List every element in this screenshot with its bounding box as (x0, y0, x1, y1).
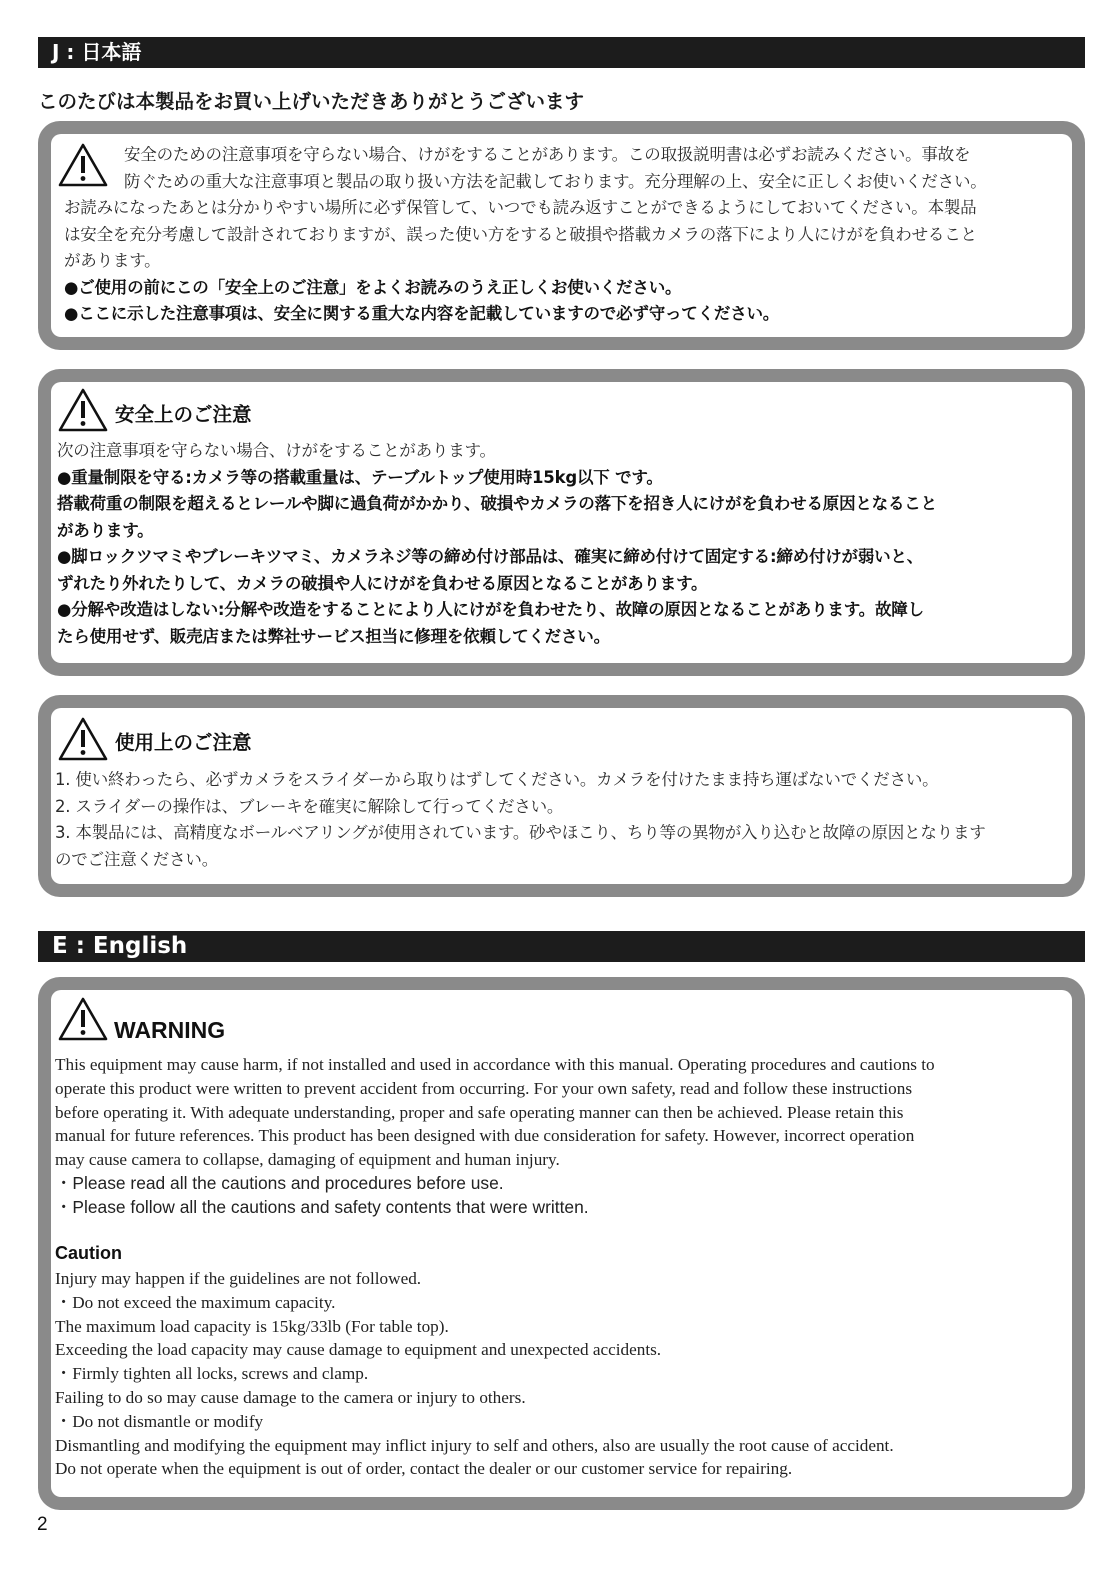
intro-line-3: お読みになったあとは分かりやすい場所に必ず保管して、いつでも読み返すことができるようにしておいてください。本製品 (64, 198, 977, 217)
caution-line-4: Exceeding the load capacity may cause damage to equipment and unexpected accidents. (55, 1340, 662, 1360)
warning-triangle-icon (57, 716, 109, 762)
safety-line-1: ●重量制限を守る:カメラ等の搭載重量は、テーブルトップ使用時15kg以下 です。 (57, 467, 663, 487)
warning-triangle-icon (57, 996, 109, 1042)
caution-line-9: Do not operate when the equipment is out of order, contact the dealer or our customer service for repairing. (55, 1459, 793, 1479)
caution-line-1: Injury may happen if the guidelines are not followed. (55, 1269, 422, 1288)
usage-panel-body (51, 708, 1072, 884)
warning-heading: WARNING (114, 1017, 226, 1043)
page-number: 2 (37, 1514, 48, 1535)
safety-lead: 次の注意事項を守らない場合、けがをすることがあります。 (57, 441, 496, 460)
safety-line-3: があります。 (57, 520, 154, 540)
caution-line-3: The maximum load capacity is 15kg/33lb (For table top). (55, 1316, 449, 1336)
warning-line-3: before operating it. With adequate understanding, proper and safe operating manner can then be achieved. Please retain this (55, 1102, 904, 1122)
intro-panel-body (51, 134, 1072, 337)
safety-heading: 安全上のご注意 (115, 403, 252, 426)
warning-line-4: manual for future references. This product has been designed with due consideration for safety. However, incorrect operation (55, 1126, 915, 1146)
caution-line-6: Failing to do so may cause damage to the camera or injury to others. (55, 1388, 526, 1407)
warning-triangle-icon (57, 142, 109, 188)
intro-line-5: があります。 (64, 251, 161, 270)
warning-line-5: may cause camera to collapse, damaging of equipment and human injury. (55, 1150, 560, 1170)
intro-bold-line-2: ●ここに示した注意事項は、安全に関する重大な内容を記載していますので必ず守ってください。 (64, 304, 780, 323)
english-panel (38, 977, 1085, 1510)
usage-line-4: のでご注意ください。 (55, 849, 219, 869)
warning-bullet-1: ・Please read all the cautions and procedures before use. (55, 1173, 504, 1193)
usage-line-3: 3. 本製品には、高精度なボールベアリングが使用されています。砂やほこり、ちり等の異物が入り込むと故障の原因となります (55, 823, 986, 842)
warning-line-2: operate this product were written to prevent accident from occurring. For your own safety, read and follow these instructions (55, 1078, 913, 1098)
safety-line-6: ●分解や改造はしない:分解や改造をすることにより人にけがを負わせたり、故障の原因となることがあります。故障し (57, 600, 924, 619)
caution-heading: Caution (55, 1243, 122, 1263)
intro-line-4: は安全を充分考慮して設計されておりますが、誤った使い方をすると破損や搭載カメラの落下により人にけがを負わせること (64, 224, 977, 244)
caution-line-7: ・Do not dismantle or modify (55, 1411, 264, 1431)
intro-line-1: 安全のための注意事項を守らない場合、けがをすることがあります。この取扱説明書は必ずお読みください。事故を (124, 145, 971, 164)
caution-line-5: ・Firmly tighten all locks, screws and clamp. (55, 1364, 369, 1384)
warning-bullet-2: ・Please follow all the cautions and safety contents that were written. (55, 1196, 589, 1217)
safety-line-5: ずれたり外れたりして、カメラの破損や人にけがを負わせる原因となることがあります。 (57, 573, 708, 593)
intro-panel (38, 121, 1085, 350)
warning-triangle-icon (57, 387, 109, 433)
safety-panel (38, 369, 1085, 676)
caution-line-8: Dismantling and modifying the equipment may inflict injury to self and others, also are usually the root cause of accident. (55, 1435, 894, 1455)
usage-heading: 使用上のご注意 (115, 731, 252, 754)
warning-line-1: This equipment may cause harm, if not installed and used in accordance with this manual. Operating procedures and cautions to (55, 1055, 935, 1074)
safety-line-4: ●脚ロックツマミやブレーキツマミ、カメラネジ等の締め付け部品は、確実に締め付けて固定する:締め付けが弱いと、 (57, 547, 924, 566)
safety-line-2: 搭載荷重の制限を超えるとレールや脚に過負荷がかかり、破損やカメラの落下を招き人にけがを負わせる原因となること (57, 494, 937, 513)
section-bar-english (38, 931, 1085, 962)
section-bar-japanese (38, 37, 1085, 68)
english-panel-body (51, 990, 1072, 1497)
intro-line-2: 防ぐための重大な注意事項と製品の取り扱い方法を記載しております。充分理解の上、安全に正しくお使いください。 (124, 171, 987, 191)
usage-line-1: 1. 使い終わったら、必ずカメラをスライダーから取りはずしてください。カメラを付けたまま持ち運ばないでください。 (55, 770, 939, 789)
safety-line-7: たら使用せず、販売店または弊社サービス担当に修理を依頼してください。 (57, 626, 610, 646)
caution-line-2: ・Do not exceed the maximum capacity. (55, 1292, 336, 1312)
usage-panel (38, 695, 1085, 897)
page-title-japanese: このたびは本製品をお買い上げいただきありがとうございます (38, 90, 585, 113)
safety-panel-body (51, 382, 1072, 663)
usage-line-2: 2. スライダーの操作は、ブレーキを確実に解除して行ってください。 (55, 796, 564, 816)
section-label-japanese: J : 日本語 (52, 40, 142, 64)
section-label-english: E : English (52, 933, 188, 959)
intro-bold-line-1: ●ご使用の前にこの「安全上のご注意」をよくお読みのうえ正しくお使いください。 (64, 277, 682, 297)
